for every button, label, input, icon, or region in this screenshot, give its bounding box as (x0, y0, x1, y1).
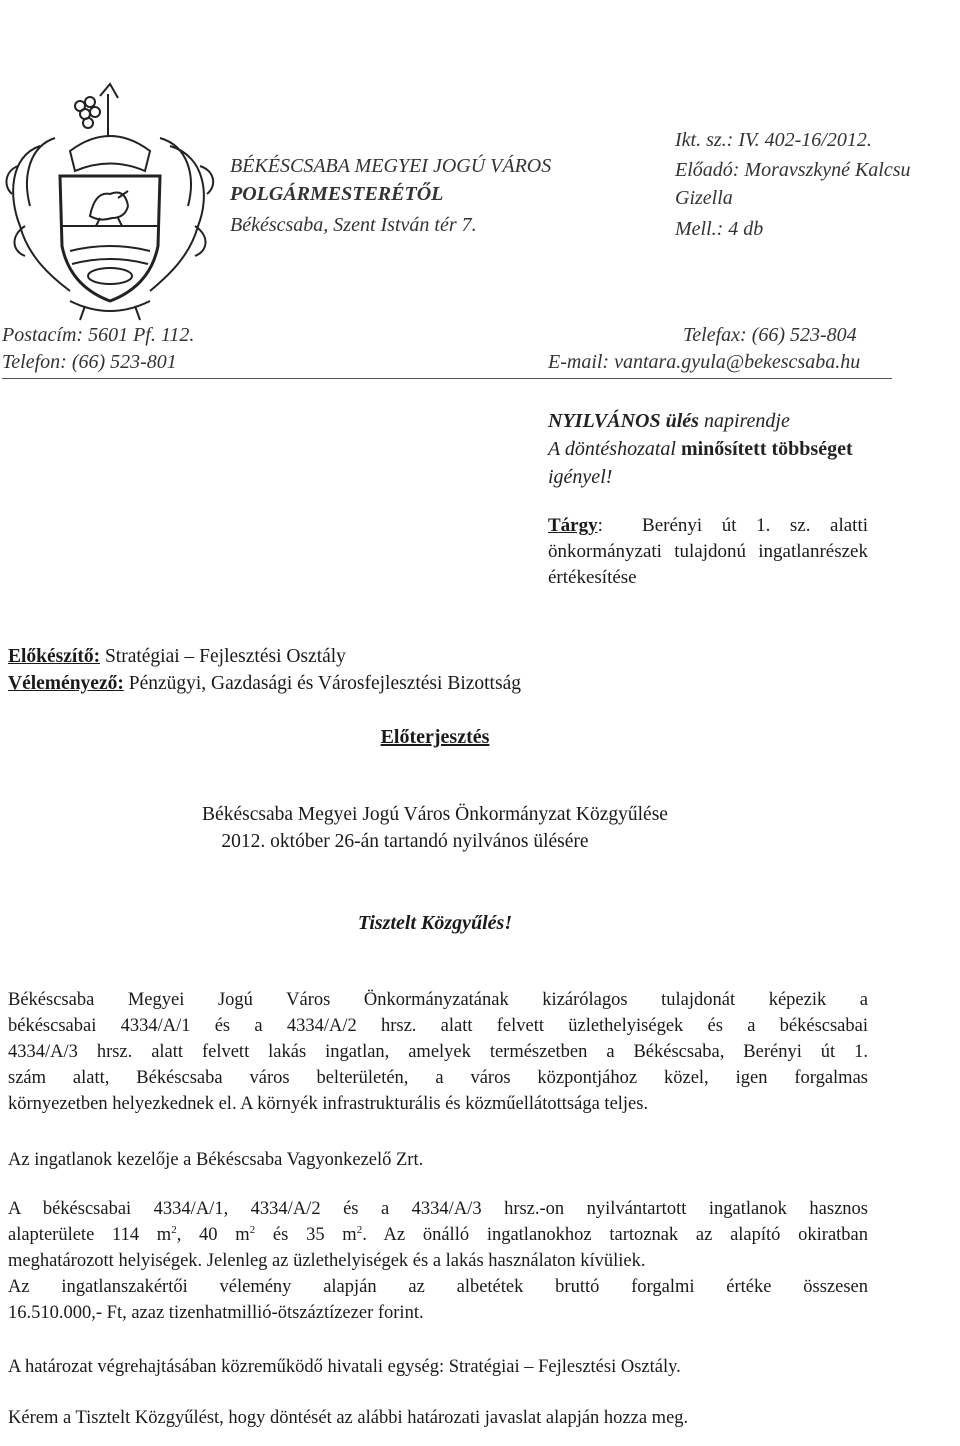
header-divider (2, 378, 892, 379)
presenter-cont: Gizella (675, 187, 733, 209)
postal-address: Postacím: 5601 Pf. 112. (2, 324, 195, 346)
paragraph-line: környezetben helyezkednek el. A környék infrastrukturális és közműellátottsága teljes. (8, 1094, 649, 1114)
org-address: Békéscsaba, Szent István tér 7. (230, 214, 477, 236)
document-title: Előterjesztés (380, 726, 490, 748)
org-subtitle: POLGÁRMESTERÉTŐL (230, 183, 444, 205)
presenter: Előadó: Moravszkyné Kalcsu (675, 159, 911, 181)
subject-line3: értékesítése (548, 567, 637, 588)
subject-line2: önkormányzati tulajdonú ingatlanrészek (548, 541, 868, 562)
attachments: Mell.: 4 db (675, 218, 764, 240)
meeting-date: 2012. október 26-án tartandó nyilvános ülésére (221, 831, 589, 852)
majority-note: A döntéshozatal minősített többséget (548, 438, 853, 460)
paragraph-line: Az ingatlanszakértői vélemény alapján az albetétek bruttó forgalmi értéke összesen (8, 1277, 868, 1297)
city-coat-of-arms-icon (0, 76, 222, 322)
meeting-type: NYILVÁNOS ülés napirendje (548, 410, 790, 432)
fax: Telefax: (66) 523-804 (683, 324, 857, 346)
file-number: Ikt. sz.: IV. 402-16/2012. (675, 129, 872, 151)
majority-note-cont: igényel! (548, 466, 613, 488)
paragraph-line: 16.510.000,- Ft, azaz tizenhatmillió-ötszáztízezer forint. (8, 1303, 424, 1323)
paragraph-line: 4334/A/3 hrsz. alatt felvett lakás ingatlan, amelyek természetben a Békéscsaba, Berényi út 1. (8, 1042, 868, 1062)
subject-line1: Tárgy: Berényi út 1. sz. alatti (548, 515, 868, 536)
reviewed-by: Véleményező: Pénzügyi, Gazdasági és Városfejlesztési Bizottság (8, 673, 521, 694)
assembly-name: Békéscsaba Megyei Jogú Város Önkormányzat Közgyűlése (202, 804, 668, 825)
paragraph-line: békéscsabai 4334/A/1 és a 4334/A/2 hrsz. alatt felvett üzlethelyiségek és a békéscsabai (8, 1016, 868, 1036)
paragraph-department: A határozat végrehajtásában közreműködő hivatali egység: Stratégiai – Fejlesztési Osztály. (8, 1357, 681, 1377)
paragraph-line: A békéscsabai 4334/A/1, 4334/A/2 és a 4334/A/3 hrsz.-on nyilvántartott ingatlanok hasznos (8, 1199, 868, 1219)
email: E-mail: vantara.gyula@bekescsaba.hu (548, 351, 861, 373)
phone: Telefon: (66) 523-801 (2, 351, 177, 373)
paragraph-request: Kérem a Tisztelt Közgyűlést, hogy döntését az alábbi határozati javaslat alapján hozza meg. (8, 1408, 689, 1428)
salutation: Tisztelt Közgyűlés! (357, 912, 513, 934)
paragraph-manager: Az ingatlanok kezelője a Békéscsaba Vagyonkezelő Zrt. (8, 1150, 424, 1170)
paragraph-line: meghatározott helyiségek. Jelenleg az üzlethelyiségek és a lakás használaton kívüliek. (8, 1251, 646, 1271)
prepared-by: Előkészítő: Stratégiai – Fejlesztési Osztály (8, 646, 346, 667)
paragraph-line: Békéscsaba Megyei Jogú Város Önkormányzatának kizárólagos tulajdonát képezik a (8, 990, 868, 1010)
paragraph-line: szám alatt, Békéscsaba város belterületén, a város központjához közel, igen forgalmas (8, 1068, 868, 1088)
paragraph-line-area: alapterülete 114 $m^2$, 40 $m^2$ és 35 $m^2$. Az önálló ingatlanokhoz tartoznak az alapító okiratban (8, 1223, 869, 1245)
org-name: BÉKÉSCSABA MEGYEI JOGÚ VÁROS (230, 155, 552, 177)
